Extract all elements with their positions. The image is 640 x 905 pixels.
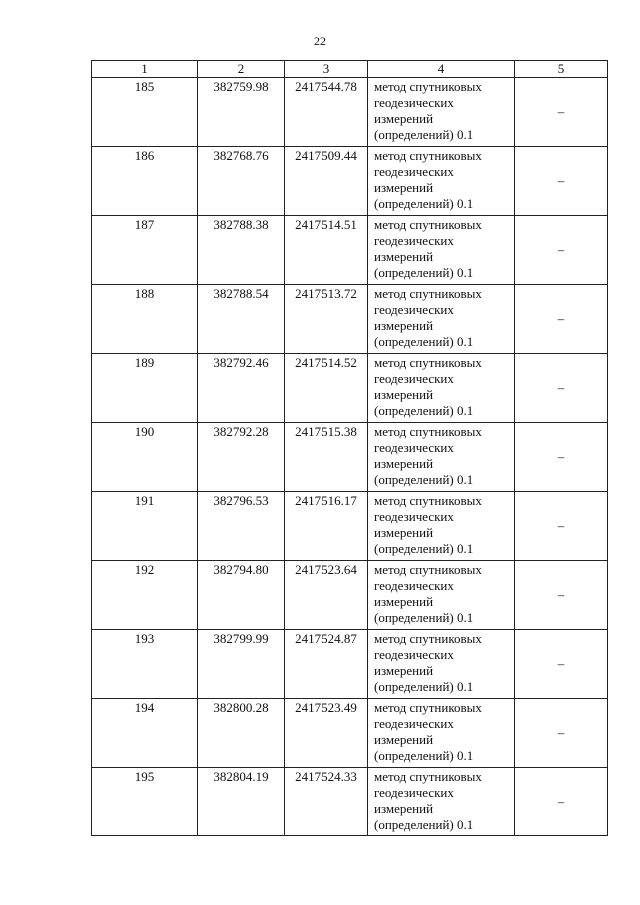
- note-cell: –: [515, 768, 608, 836]
- y-coordinate-cell: 2417514.52: [285, 354, 368, 423]
- x-coordinate-cell: 382788.54: [198, 285, 285, 354]
- method-cell: [368, 216, 515, 285]
- method-line: (определений) 0.1: [374, 127, 474, 142]
- method-line: геодезических: [374, 233, 454, 248]
- method-line: измерений: [374, 663, 434, 678]
- header-cell: 4: [368, 61, 515, 78]
- table-row: [92, 354, 608, 423]
- header-cell: 5: [515, 61, 608, 78]
- method-line: метод спутниковых: [374, 355, 482, 370]
- method-line: измерений: [374, 180, 434, 195]
- y-coordinate-cell: 2417509.44: [285, 147, 368, 216]
- point-number-cell: 194: [92, 699, 198, 768]
- point-number-cell: 186: [92, 147, 198, 216]
- note-cell: –: [515, 423, 608, 492]
- method-line: (определений) 0.1: [374, 403, 474, 418]
- x-coordinate-cell: 382792.46: [198, 354, 285, 423]
- method-line: геодезических: [374, 440, 454, 455]
- method-line: геодезических: [374, 164, 454, 179]
- method-line: метод спутниковых: [374, 769, 482, 784]
- y-coordinate-cell: 2417544.78: [285, 78, 368, 147]
- point-number-cell: 188: [92, 285, 198, 354]
- table-row: [92, 630, 608, 699]
- method-line: измерений: [374, 732, 434, 747]
- x-coordinate-cell: 382794.80: [198, 561, 285, 630]
- note-cell: –: [515, 78, 608, 147]
- method-cell: [368, 492, 515, 561]
- method-line: (определений) 0.1: [374, 265, 474, 280]
- method-line: измерений: [374, 594, 434, 609]
- table-row: [92, 423, 608, 492]
- method-cell: [368, 423, 515, 492]
- method-line: метод спутниковых: [374, 148, 482, 163]
- page-number: 22: [314, 34, 326, 48]
- table-body: [92, 78, 608, 836]
- y-coordinate-cell: 2417524.87: [285, 630, 368, 699]
- point-number-cell: 185: [92, 78, 198, 147]
- method-line: (определений) 0.1: [374, 196, 474, 211]
- method-cell: [368, 147, 515, 216]
- point-number-cell: 190: [92, 423, 198, 492]
- table-row: [92, 78, 608, 147]
- table-row: [92, 147, 608, 216]
- header-row: [92, 61, 608, 78]
- x-coordinate-cell: 382799.99: [198, 630, 285, 699]
- y-coordinate-cell: 2417523.64: [285, 561, 368, 630]
- coordinates-table: [91, 60, 608, 836]
- note-cell: –: [515, 561, 608, 630]
- x-coordinate-cell: 382759.98: [198, 78, 285, 147]
- method-line: метод спутниковых: [374, 493, 482, 508]
- table-row: [92, 768, 608, 836]
- y-coordinate-cell: 2417515.38: [285, 423, 368, 492]
- table-row: [92, 216, 608, 285]
- y-coordinate-cell: 2417523.49: [285, 699, 368, 768]
- x-coordinate-cell: 382804.19: [198, 768, 285, 836]
- method-line: измерений: [374, 801, 434, 816]
- note-cell: –: [515, 354, 608, 423]
- method-cell: [368, 354, 515, 423]
- method-line: метод спутниковых: [374, 79, 482, 94]
- method-line: измерений: [374, 525, 434, 540]
- point-number-cell: 193: [92, 630, 198, 699]
- method-line: геодезических: [374, 785, 454, 800]
- note-cell: –: [515, 492, 608, 561]
- point-number-cell: 195: [92, 768, 198, 836]
- method-line: измерений: [374, 111, 434, 126]
- method-line: (определений) 0.1: [374, 472, 474, 487]
- x-coordinate-cell: 382792.28: [198, 423, 285, 492]
- method-line: метод спутниковых: [374, 700, 482, 715]
- method-line: геодезических: [374, 716, 454, 731]
- header-cell: 3: [285, 61, 368, 78]
- x-coordinate-cell: 382796.53: [198, 492, 285, 561]
- method-cell: [368, 699, 515, 768]
- note-cell: –: [515, 285, 608, 354]
- method-cell: [368, 561, 515, 630]
- point-number-cell: 192: [92, 561, 198, 630]
- y-coordinate-cell: 2417513.72: [285, 285, 368, 354]
- method-line: (определений) 0.1: [374, 610, 474, 625]
- x-coordinate-cell: 382788.38: [198, 216, 285, 285]
- method-line: геодезических: [374, 509, 454, 524]
- method-line: метод спутниковых: [374, 286, 482, 301]
- method-line: (определений) 0.1: [374, 679, 474, 694]
- header-cell: 2: [198, 61, 285, 78]
- method-line: (определений) 0.1: [374, 748, 474, 763]
- header-cell: 1: [92, 61, 198, 78]
- method-line: (определений) 0.1: [374, 541, 474, 556]
- method-line: геодезических: [374, 95, 454, 110]
- table-row: [92, 492, 608, 561]
- method-line: метод спутниковых: [374, 562, 482, 577]
- table-row: [92, 699, 608, 768]
- method-line: измерений: [374, 387, 434, 402]
- y-coordinate-cell: 2417516.17: [285, 492, 368, 561]
- note-cell: –: [515, 216, 608, 285]
- note-cell: –: [515, 147, 608, 216]
- method-line: измерений: [374, 456, 434, 471]
- note-cell: –: [515, 630, 608, 699]
- x-coordinate-cell: 382800.28: [198, 699, 285, 768]
- method-line: метод спутниковых: [374, 424, 482, 439]
- table-row: [92, 285, 608, 354]
- method-line: измерений: [374, 249, 434, 264]
- method-line: метод спутниковых: [374, 631, 482, 646]
- method-cell: [368, 630, 515, 699]
- method-line: геодезических: [374, 578, 454, 593]
- method-line: (определений) 0.1: [374, 334, 474, 349]
- method-cell: [368, 285, 515, 354]
- method-cell: [368, 78, 515, 147]
- method-line: геодезических: [374, 647, 454, 662]
- method-line: измерений: [374, 318, 434, 333]
- table-row: [92, 561, 608, 630]
- y-coordinate-cell: 2417524.33: [285, 768, 368, 836]
- point-number-cell: 187: [92, 216, 198, 285]
- method-line: геодезических: [374, 302, 454, 317]
- x-coordinate-cell: 382768.76: [198, 147, 285, 216]
- y-coordinate-cell: 2417514.51: [285, 216, 368, 285]
- method-cell: [368, 768, 515, 836]
- method-line: (определений) 0.1: [374, 817, 474, 832]
- point-number-cell: 189: [92, 354, 198, 423]
- point-number-cell: 191: [92, 492, 198, 561]
- method-line: геодезических: [374, 371, 454, 386]
- note-cell: –: [515, 699, 608, 768]
- method-line: метод спутниковых: [374, 217, 482, 232]
